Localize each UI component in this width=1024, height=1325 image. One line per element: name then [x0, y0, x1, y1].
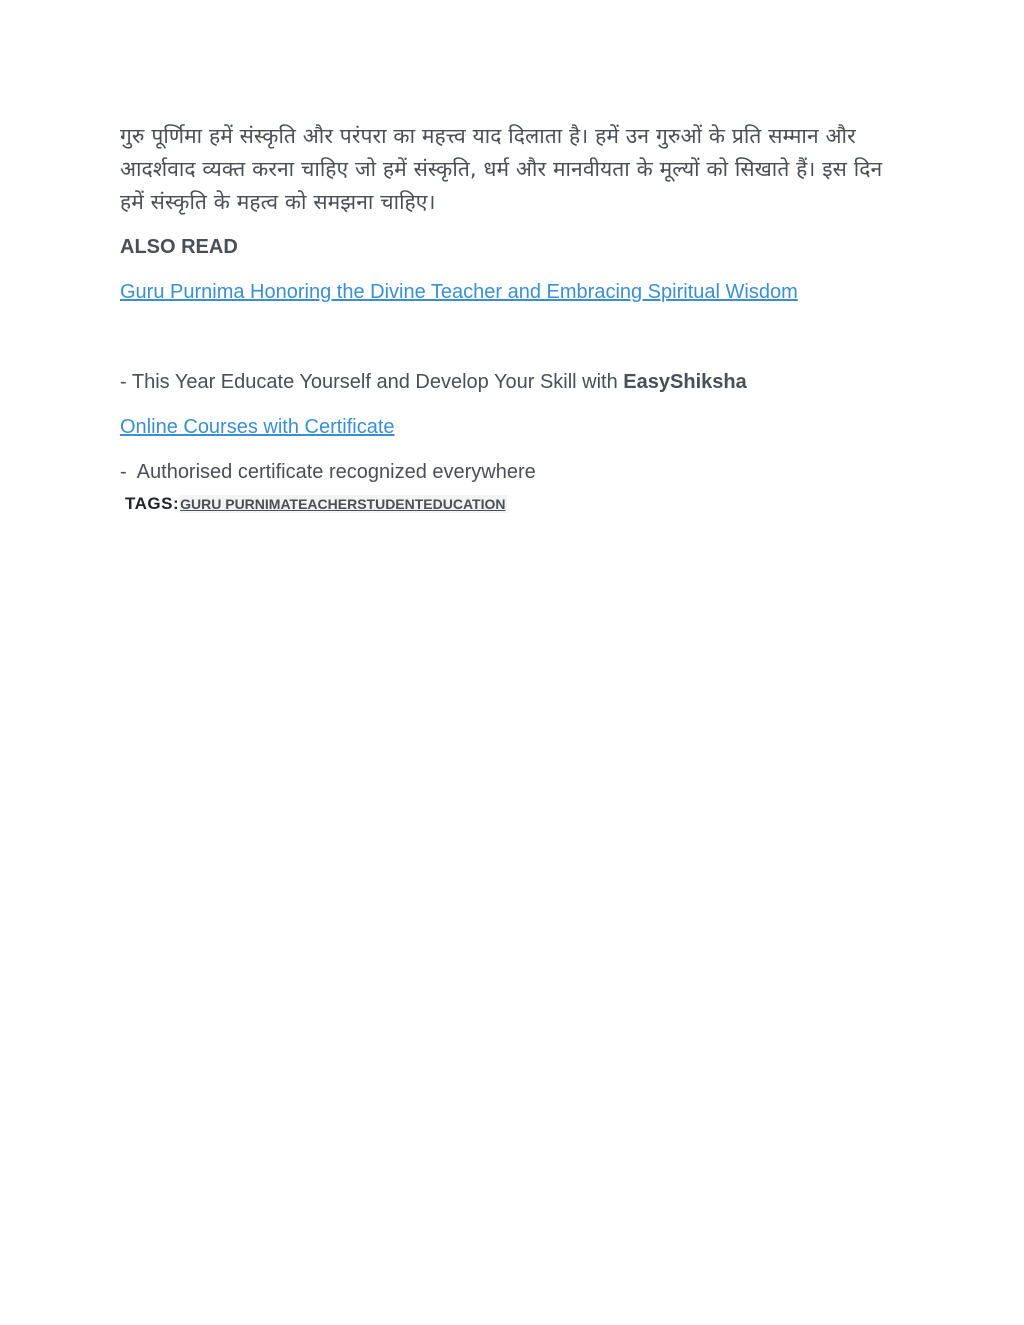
promo-line [120, 369, 910, 395]
tags-row [125, 494, 910, 514]
courses-link-row [120, 414, 910, 440]
article-body [120, 120, 910, 514]
promo-text: - This Year Educate Yourself and Develop Your Skill with [120, 371, 624, 393]
also-read-link-row [120, 279, 910, 305]
also-read-link[interactable]: Guru Purnima Honoring the Divine Teacher and Embracing Spiritual Wisdom [120, 281, 798, 303]
online-courses-link[interactable]: Online Courses with Certificate [120, 416, 395, 438]
brand-name: EasyShiksha [623, 371, 747, 393]
hindi-paragraph: गुरु पूर्णिमा हमें संस्कृति और परंपरा का महत्त्व याद दिलाता है। हमें उन गुरुओं के प्रति सम्मान और आदर्शवाद व्यक्त करना चाहिए जो हमें संस्कृति, धर्म और मानवीयता के मूल्यों को सिखाते हैं। इस दिन हमें संस्कृति के महत्व को समझना चाहिए। [120, 124, 883, 214]
certificate-line: - Authorised certificate recognized everywhere [120, 461, 536, 483]
tags-link[interactable]: GURU PURNIMATEACHERSTUDENTEDUCATION [180, 496, 506, 512]
tags-label: TAGS: [125, 494, 180, 513]
also-read-heading: ALSO READ [120, 236, 238, 258]
